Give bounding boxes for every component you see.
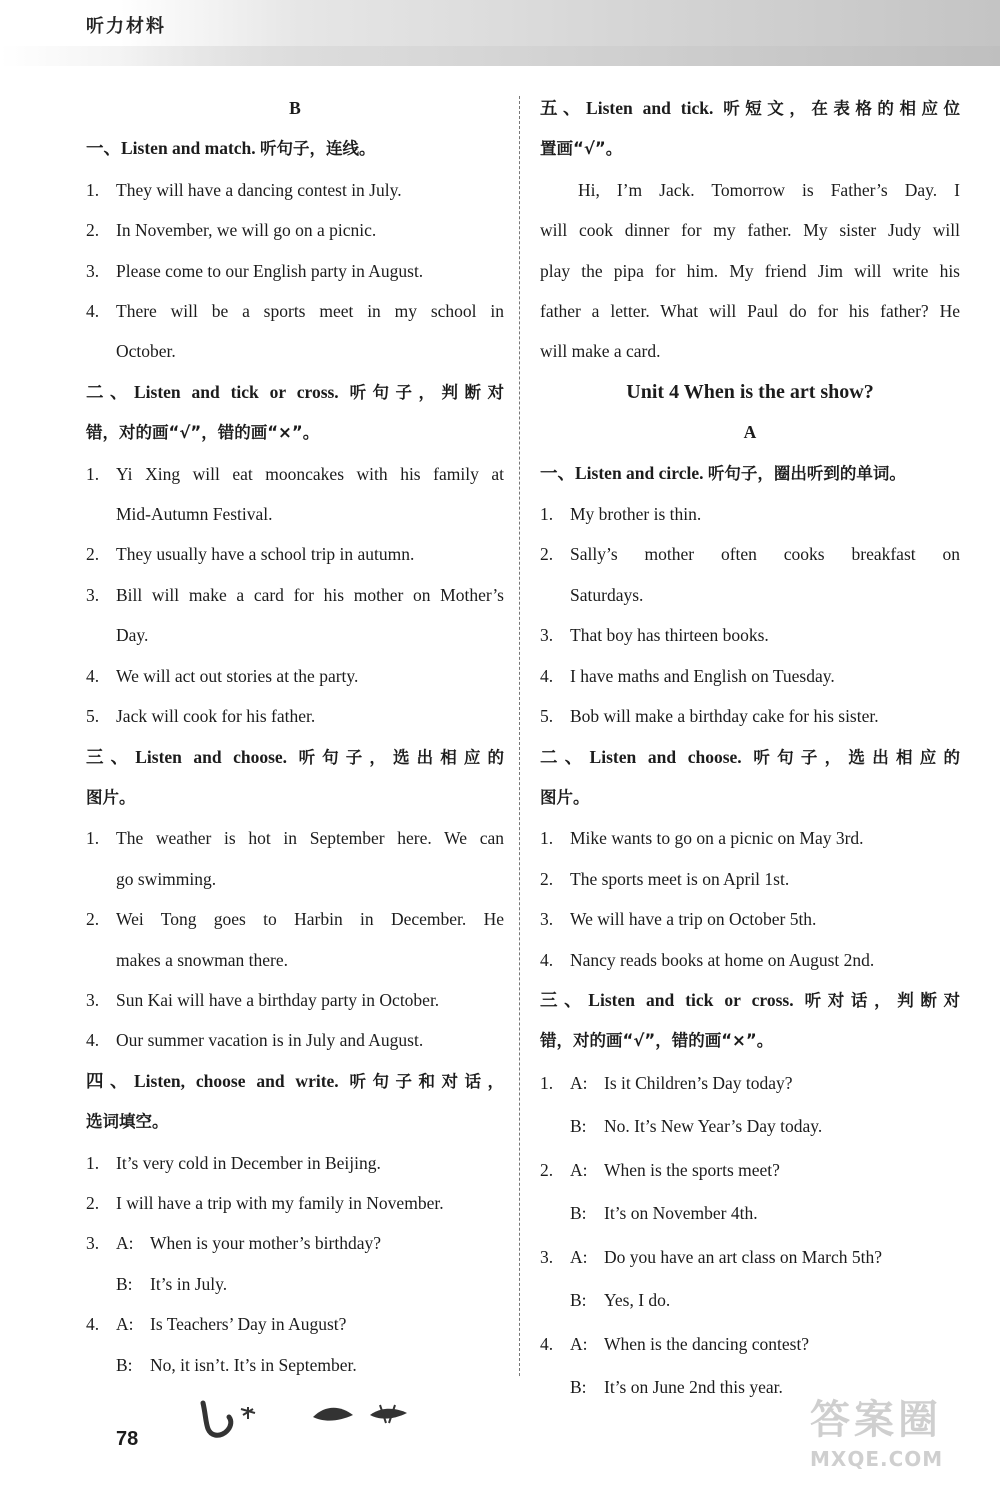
item-number: 5. <box>86 706 100 727</box>
section-title-en: 二、Listen and choose. <box>540 746 742 767</box>
item-number: 2. <box>86 220 100 241</box>
item-text: Bill will make a card for his mother on Mother’s <box>116 584 504 605</box>
section-title-en: 三、Listen and choose. <box>86 746 288 767</box>
item-number: 1. <box>86 1152 100 1173</box>
item-text: Bob will make a birthday cake for his sister. <box>570 706 879 727</box>
speaker-label: B: <box>570 1116 587 1137</box>
section-title-cn: 听对话，判断对 <box>804 990 961 1010</box>
dialogue-line-a <box>540 1062 960 1106</box>
list-item <box>540 494 960 534</box>
dialogue-text: It’s in July. <box>150 1273 228 1294</box>
passage-line: play the pipa for him. My friend Jim will write his <box>540 260 960 281</box>
section-title-cn: 听句子，圈出听到的单词。 <box>707 463 906 483</box>
item-number: 3. <box>86 584 100 605</box>
item-number: 3. <box>86 260 100 281</box>
dialogue-line-a <box>540 1149 960 1193</box>
item-number: 4. <box>86 665 100 686</box>
dialogue-line-b <box>540 1105 960 1149</box>
list-item <box>540 940 960 980</box>
section-4-title <box>86 1061 504 1102</box>
list-item <box>540 859 960 899</box>
section-heading-b: B <box>289 98 301 118</box>
item-number: 1. <box>540 504 554 525</box>
section-title-cn-cont: 错，对的画“√”，错的画“×”。 <box>86 423 320 443</box>
list-item <box>86 291 504 331</box>
dialogue-text: Is Teachers’ Day in August? <box>150 1314 347 1335</box>
right-column <box>540 88 960 1410</box>
page-header <box>0 0 1000 66</box>
list-item <box>86 899 504 939</box>
item-number: 1. <box>86 463 100 484</box>
section-title-cn-cont: 选词填空。 <box>86 1112 169 1132</box>
item-text: They usually have a school trip in autumn. <box>116 544 415 565</box>
dialogue-text: Is it Children’s Day today? <box>604 1072 793 1093</box>
dialogue-text: When is the sports meet? <box>604 1159 780 1180</box>
speaker-label: B: <box>570 1290 587 1311</box>
item-text: I have maths and English on Tuesday. <box>570 665 835 686</box>
list-item <box>540 818 960 858</box>
item-number: 2. <box>86 544 100 565</box>
section-title-cn: 听句子，选出相应的 <box>753 747 961 767</box>
dialogue-line-a <box>86 1304 504 1344</box>
speaker-label: A: <box>116 1314 134 1335</box>
item-text: I will have a trip with my family in November. <box>116 1192 444 1213</box>
section-title-en: 五、Listen and tick. <box>540 98 714 118</box>
watermark-line2: MXQE.COM <box>810 1447 944 1471</box>
item-number: 3. <box>86 989 100 1010</box>
dialogue-text: It’s on June 2nd this year. <box>604 1377 783 1398</box>
passage-line: father a letter. What will Paul do for his father? He <box>540 301 960 322</box>
item-number: 4. <box>86 1314 100 1335</box>
section-title-cn: 听句子，判断对 <box>349 382 505 402</box>
section-heading-a: A <box>743 422 757 443</box>
list-item <box>540 899 960 939</box>
speaker-label: A: <box>570 1246 588 1267</box>
speaker-label: A: <box>570 1333 588 1354</box>
item-number: 2. <box>540 544 554 565</box>
dialogue-text: No, it isn’t. It’s in September. <box>150 1354 357 1375</box>
decorative-doodle-icon <box>195 1395 425 1445</box>
section-2-title <box>540 737 960 778</box>
item-number: 1. <box>86 179 100 200</box>
section-title-en: 三、Listen and tick or cross. <box>540 989 794 1010</box>
list-item <box>540 696 960 736</box>
list-item <box>86 1143 504 1183</box>
section-5-title <box>540 88 960 129</box>
item-number: 4. <box>86 1030 100 1051</box>
dialogue-line-b <box>540 1279 960 1323</box>
item-number: 4. <box>540 949 554 970</box>
list-item <box>540 534 960 574</box>
item-text: Jack will cook for his father. <box>116 706 316 727</box>
section-title-en: 一、Listen and circle. <box>540 462 704 483</box>
unit-title: Unit 4 When is the art show? <box>626 380 874 403</box>
header-band <box>0 46 1000 66</box>
item-continuation: makes a snowman there. <box>116 949 289 970</box>
dialogue-text: No. It’s New Year’s Day today. <box>604 1116 823 1137</box>
speaker-label: A: <box>116 1233 134 1254</box>
list-item <box>86 696 504 736</box>
list-item <box>86 1020 504 1060</box>
item-number: 2. <box>86 909 100 930</box>
list-item <box>86 1183 504 1223</box>
item-text: In November, we will go on a picnic. <box>116 220 377 241</box>
section-title-cn-cont: 图片。 <box>540 787 590 807</box>
item-number: 4. <box>540 665 554 686</box>
dialogue-line-b <box>86 1264 504 1304</box>
list-item <box>86 818 504 858</box>
item-number: 3. <box>540 909 554 930</box>
item-number: 5. <box>540 706 554 727</box>
section-2-title <box>86 372 504 413</box>
item-continuation: go swimming. <box>116 868 217 889</box>
dialogue-text: It’s on November 4th. <box>604 1203 758 1224</box>
item-text: There will be a sports meet in my school in <box>116 301 504 322</box>
list-item <box>540 656 960 696</box>
passage-line: Hi, I’m Jack. Tomorrow is Father’s Day. I <box>578 179 960 200</box>
item-text: We will act out stories at the party. <box>116 665 359 686</box>
dialogue-text: When is the dancing contest? <box>604 1333 810 1354</box>
item-text: Sally’s mother often cooks breakfast on <box>570 544 960 565</box>
item-text: It’s very cold in December in Beijing. <box>116 1152 381 1173</box>
section-title-en: 二、Listen and tick or cross. <box>86 381 339 402</box>
item-number: 1. <box>540 828 554 849</box>
list-item <box>86 170 504 210</box>
list-item <box>540 615 960 655</box>
section-title-en: 四、Listen, choose and write. <box>86 1070 339 1091</box>
left-column <box>86 88 504 1385</box>
header-title: 听力材料 <box>86 16 166 37</box>
dialogue-line-a <box>86 1223 504 1263</box>
section-title-cn: 听短文，在表格的相应位 <box>723 99 961 118</box>
section-title-cn: 听句子和对话， <box>349 1071 505 1091</box>
section-1-title <box>540 453 960 494</box>
speaker-label: B: <box>570 1377 587 1398</box>
item-continuation: Day. <box>116 625 149 646</box>
section-3-title <box>86 737 504 778</box>
item-text: That boy has thirteen books. <box>570 625 769 646</box>
item-text: Sun Kai will have a birthday party in October. <box>116 989 440 1010</box>
dialogue-text: Yes, I do. <box>604 1290 671 1311</box>
list-item <box>86 210 504 250</box>
passage-line: will make a card. <box>540 341 661 362</box>
item-number: 3. <box>540 1246 554 1267</box>
dialogue-text: Do you have an art class on March 5th? <box>604 1246 882 1267</box>
item-text: Our summer vacation is in July and August. <box>116 1030 424 1051</box>
item-text: Yi Xing will eat mooncakes with his family at <box>116 463 504 484</box>
item-number: 4. <box>86 301 100 322</box>
dialogue-text: When is your mother’s birthday? <box>150 1233 382 1254</box>
item-number: 2. <box>540 1159 554 1180</box>
item-number: 3. <box>540 625 554 646</box>
item-text: Mike wants to go on a picnic on May 3rd. <box>570 828 864 849</box>
watermark-line1: 答案圈 <box>810 1397 942 1443</box>
item-text: The weather is hot in September here. We can <box>116 828 504 849</box>
speaker-label: B: <box>570 1203 587 1224</box>
item-continuation: Saturdays. <box>570 584 644 605</box>
item-text: Nancy reads books at home on August 2nd. <box>570 949 875 970</box>
passage-line: will cook dinner for my father. My sister Judy will <box>540 220 960 241</box>
section-title-cn-cont: 错，对的画“√”，错的画“×”。 <box>540 1031 774 1051</box>
item-text: My brother is thin. <box>570 504 702 525</box>
section-title-cn: 听句子，连线。 <box>260 139 376 159</box>
section-3-title <box>540 980 960 1021</box>
item-number: 4. <box>540 1333 554 1354</box>
speaker-label: A: <box>570 1159 588 1180</box>
list-item <box>86 656 504 696</box>
column-divider <box>519 96 520 1376</box>
dialogue-line-a <box>540 1236 960 1280</box>
dialogue-line-b <box>86 1345 504 1385</box>
page-number: 78 <box>116 1428 139 1450</box>
list-item <box>86 575 504 615</box>
item-text: We will have a trip on October 5th. <box>570 909 817 930</box>
item-number: 1. <box>86 828 100 849</box>
item-text: Please come to our English party in August. <box>116 260 424 281</box>
section-title-cn: 听句子，选出相应的 <box>298 747 505 767</box>
speaker-label: B: <box>116 1273 133 1294</box>
dialogue-line-b <box>540 1192 960 1236</box>
watermark-logo <box>810 1395 990 1490</box>
speaker-label: A: <box>570 1072 588 1093</box>
list-item <box>86 534 504 574</box>
item-number: 3. <box>86 1233 100 1254</box>
section-title-en: 一、Listen and match. <box>86 138 256 159</box>
list-item <box>86 980 504 1020</box>
item-text: Wei Tong goes to Harbin in December. He <box>116 909 504 930</box>
item-number: 2. <box>86 1192 100 1213</box>
item-continuation: Mid-Autumn Festival. <box>116 504 273 525</box>
item-number: 2. <box>540 868 554 889</box>
item-number: 1. <box>540 1072 554 1093</box>
dialogue-line-a <box>540 1323 960 1367</box>
list-item <box>86 251 504 291</box>
item-continuation: October. <box>116 341 176 362</box>
item-text: They will have a dancing contest in July. <box>116 179 402 200</box>
section-title-cn-cont: 置画“√”。 <box>540 139 623 159</box>
speaker-label: B: <box>116 1354 133 1375</box>
section-title-cn-cont: 图片。 <box>86 787 136 807</box>
list-item <box>86 454 504 494</box>
section-1-title <box>86 128 504 169</box>
item-text: The sports meet is on April 1st. <box>570 868 790 889</box>
